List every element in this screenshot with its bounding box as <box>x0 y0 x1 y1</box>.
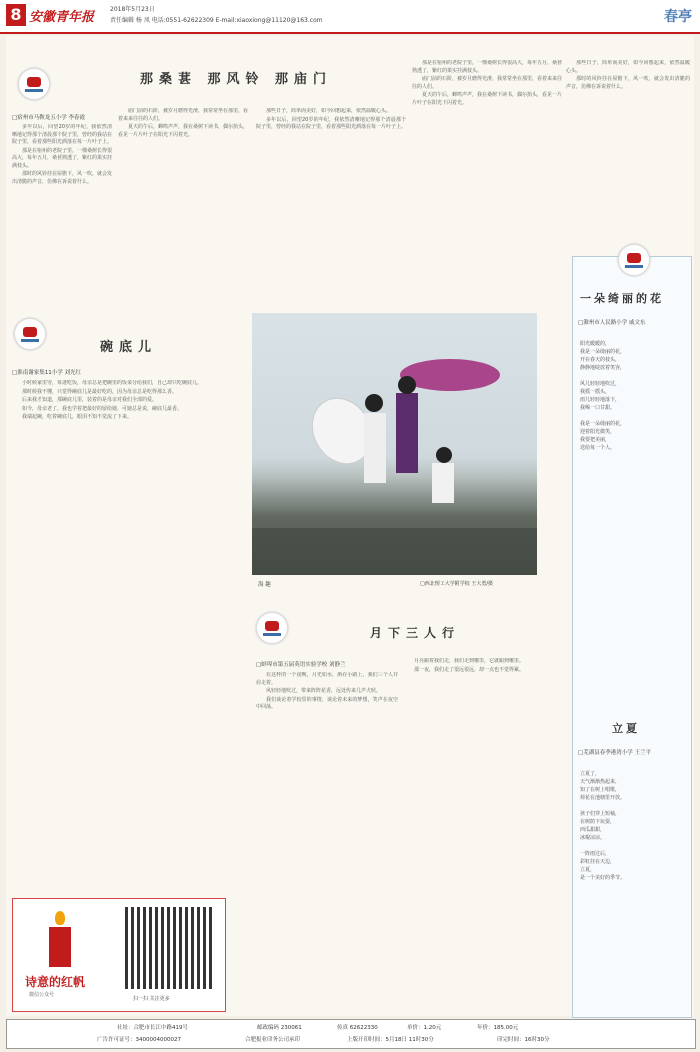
article3-paragraph: 月亮跟着我们走，我们走到哪里，它就跟到哪里。 <box>414 658 525 664</box>
article1-paragraph: 庙门前的石阶，被岁月磨得光滑，我常常坐在那里，看着来来往往的人们。 <box>118 108 248 122</box>
article1-paragraph: 那时的风铃挂在屋檐下，风一吹，就会发出清脆的声音，仿佛在诉说着什么。 <box>12 171 112 185</box>
poem-line: 彩虹挂在天边， <box>580 859 616 865</box>
footer-address: 社址：合肥市长江中路419号 <box>117 1025 188 1031</box>
candle-logo-icon <box>25 911 105 1001</box>
article3-column-2 <box>404 658 564 1012</box>
footer-postal: 邮政编码 230061 <box>257 1025 302 1031</box>
article1-paragraph: 多年以后，回望20岁的年纪，我依然清晰地记得那个清晨那个院子里，曾经的我站在院子里，看着那些阳光洒落在每一片叶子上。 <box>12 124 112 145</box>
article3-paragraph: 在这样的一个夜晚，月光如水，洒在小路上，我们三个人并肩走着。 <box>256 672 398 686</box>
photo-caption-title: 海 趣 <box>258 582 271 588</box>
article2-paragraph: 我端起碗，吃着碗底儿，眼泪不知不觉流了下来。 <box>22 414 133 420</box>
beach-photo <box>252 313 537 575</box>
article3-title: 月下三人行 <box>370 626 461 640</box>
poem-line: 静静地绽放着笑容， <box>580 365 626 371</box>
article1-paragraph: 那时的风铃挂在屋檐下，风一吹，就会发出清脆的声音，仿佛在诉说着什么。 <box>566 76 690 90</box>
newspaper-name: 安徽青年报 <box>29 10 95 25</box>
poem-line: 迎着阳光微笑， <box>580 429 616 435</box>
article1-paragraph: 夏天的午后，蝉鸣声声，我在桑树下读书，偶尔抬头，看见一片片叶子在阳光下闪着光。 <box>412 92 562 106</box>
editor-contact: 责任编辑 杨 凤 电话:0551-62622309 E-mail:xiaoxiong@11120@163.com <box>110 17 323 24</box>
poem1-body <box>580 340 684 452</box>
page-number-badge: 8 <box>6 4 26 26</box>
poem-line: 西瓜甜甜， <box>580 827 606 833</box>
photo-illustration <box>252 313 537 575</box>
issue-date: 2018年5月23日 <box>110 6 155 13</box>
article2-paragraph: 如今，母亲老了，我也学着把最好的留给她，可她总是说，碗底儿最香。 <box>22 405 183 412</box>
poem-line: 我要把美丽， <box>580 437 611 443</box>
footer-print-time: 上版开印时间：5月18日 11时30分 <box>347 1037 434 1043</box>
article1-paragraph: 那些日子，简单而美好，如今回想起来，依然温暖心头。 <box>566 60 690 74</box>
poem-line <box>580 372 684 380</box>
poem-line: 在树荫下玩耍， <box>580 819 616 825</box>
poem1-title: 一朵绮丽的花 <box>580 292 664 305</box>
poem-badge-icon <box>618 244 650 276</box>
poem-line: 我喝一口甘甜。 <box>580 405 616 411</box>
article1-column-2 <box>118 108 248 284</box>
poem-line: 我是一朵绮丽的花， <box>580 349 626 355</box>
article2-paragraph: 那时候我不懂，只觉得碗底儿是最好吃的，因为母亲总是吃得那么香。 <box>22 388 178 395</box>
article3-author: □蚌埠市第五届英语实验学校 刘静兰 <box>256 662 346 668</box>
article2-paragraph: 后来我才知道，那碗底儿里，装着的是母亲对我们全部的爱。 <box>22 397 158 403</box>
article3-paragraph: 我们谈论着学校里的事情，谈论着未来的梦想，笑声在夜空中回荡。 <box>256 696 398 710</box>
article1-paragraph: 那是在宿州的老院子里，一棵桑树长得很高大，每年五月，桑葚熟透了，紫红的果实挂满枝头。 <box>412 60 562 74</box>
article1-paragraph: 那是在宿州的老院子里，一棵桑树长得很高大，每年五月，桑葚熟透了，紫红的果实挂满枝头。 <box>12 147 112 169</box>
promo-brand: 诗意的红帆 <box>25 975 86 989</box>
article3-column-1 <box>256 672 398 1012</box>
poem-line: 开在春天的枝头， <box>580 357 621 363</box>
poem-line: 孩子们穿上短袖， <box>580 811 621 817</box>
poem-line: 风儿轻轻地吹过， <box>580 381 621 387</box>
poem2-title: 立夏 <box>612 722 640 735</box>
poem-line: 我是一朵绮丽的花， <box>580 421 626 427</box>
footer-license: 广告许可证号：3400004000027 <box>97 1037 181 1043</box>
poem-line: 送给每一个人。 <box>580 445 616 451</box>
poem-line: 荷花在池塘里开放。 <box>580 795 626 801</box>
article1-column-3 <box>256 108 406 284</box>
masthead-bar <box>0 0 700 34</box>
article1-paragraph: 夏天的午后，蝉鸣声声，我在桑树下读书，偶尔抬头，看见一片片叶子在阳光下闪着光。 <box>118 124 248 138</box>
article2-body <box>12 380 244 880</box>
article1-paragraph: 庙门前的石阶，被岁月磨得光滑，我常常坐在那里，看着来来往往的人们。 <box>412 76 562 90</box>
poem-line <box>580 842 684 850</box>
poem-line: 雨儿轻轻地落下， <box>580 397 621 403</box>
poem-line: 立夏了， <box>580 771 601 777</box>
article1-column-1 <box>12 124 112 284</box>
poem-line <box>580 412 684 420</box>
poem-line: 天气渐渐热起来， <box>580 779 621 785</box>
footer-printer: 合肥报业印务公司承印 <box>245 1037 301 1043</box>
poem-line: 阳光暖暖的， <box>580 341 611 347</box>
article-badge-icon <box>256 612 288 644</box>
article-badge-icon <box>18 68 50 100</box>
poem-line: 我摇一摇头， <box>580 389 611 395</box>
poem-line: 立夏， <box>580 867 596 873</box>
qr-code-icon[interactable] <box>125 907 213 989</box>
qr-caption: 扫一扫 关注更多 <box>133 996 170 1002</box>
footer-price: 单价：1.20元 <box>407 1025 442 1031</box>
poem2-body <box>580 770 684 882</box>
article1-paragraph: 那些日子，简单而美好，如今回想起来，依然温暖心头。 <box>266 108 392 114</box>
poem-line: 是一个美好的季节。 <box>580 875 626 881</box>
article1-title: 那桑葚 那风铃 那庙门 <box>140 72 333 87</box>
article1-paragraph: 多年以后，回望20岁的年纪，我依然清晰地记得那个清晨那个院子里，曾经的我站在院子里，看着那些阳光洒落在每一片叶子上。 <box>256 116 406 130</box>
poem-line: 知了在树上唱歌， <box>580 787 621 793</box>
footer-finish-time: 印完时间：16时30分 <box>497 1037 550 1043</box>
poem-line: 冰棍凉凉。 <box>580 835 606 841</box>
footer-fax: 传真 62622330 <box>337 1025 378 1031</box>
poem1-author: □滁州市人民路小学 戚文东 <box>578 320 646 326</box>
promo-box <box>12 898 226 1012</box>
article-badge-icon <box>14 318 46 350</box>
promo-note: 微信公众号 <box>29 992 55 998</box>
footer-info <box>6 1019 696 1049</box>
article1-column-5 <box>566 60 690 240</box>
poem2-author: □芜湖县春季港湾小学 王兰平 <box>578 750 651 756</box>
article2-author: □淮南谢家集11小学 刘光红 <box>12 370 81 376</box>
article3-paragraph: 风轻轻地吹过，带来阵阵花香，远处传来几声犬吠。 <box>266 688 382 694</box>
photo-caption-credit: □西北理工大学附学校 王大勇/摄 <box>420 581 493 587</box>
article3-paragraph: 那一夜，我们走了很远很远，却一点也不觉得累。 <box>414 666 525 673</box>
article2-paragraph: 小时候家里穷，每逢吃饭，母亲总是把碗里的饭菜分给我们，自己却只吃碗底儿。 <box>22 380 203 386</box>
poem-line: 一阵雨过后， <box>580 851 611 857</box>
footer-annual-price: 年价：185.00元 <box>477 1025 519 1031</box>
article2-title: 碗底儿 <box>100 340 158 355</box>
section-title: 春亭 <box>664 9 692 25</box>
article1-column-4 <box>412 60 562 290</box>
poem-line <box>580 802 684 810</box>
article1-author: □宿州市马鞍龙五小学 李春霞 <box>12 115 85 121</box>
